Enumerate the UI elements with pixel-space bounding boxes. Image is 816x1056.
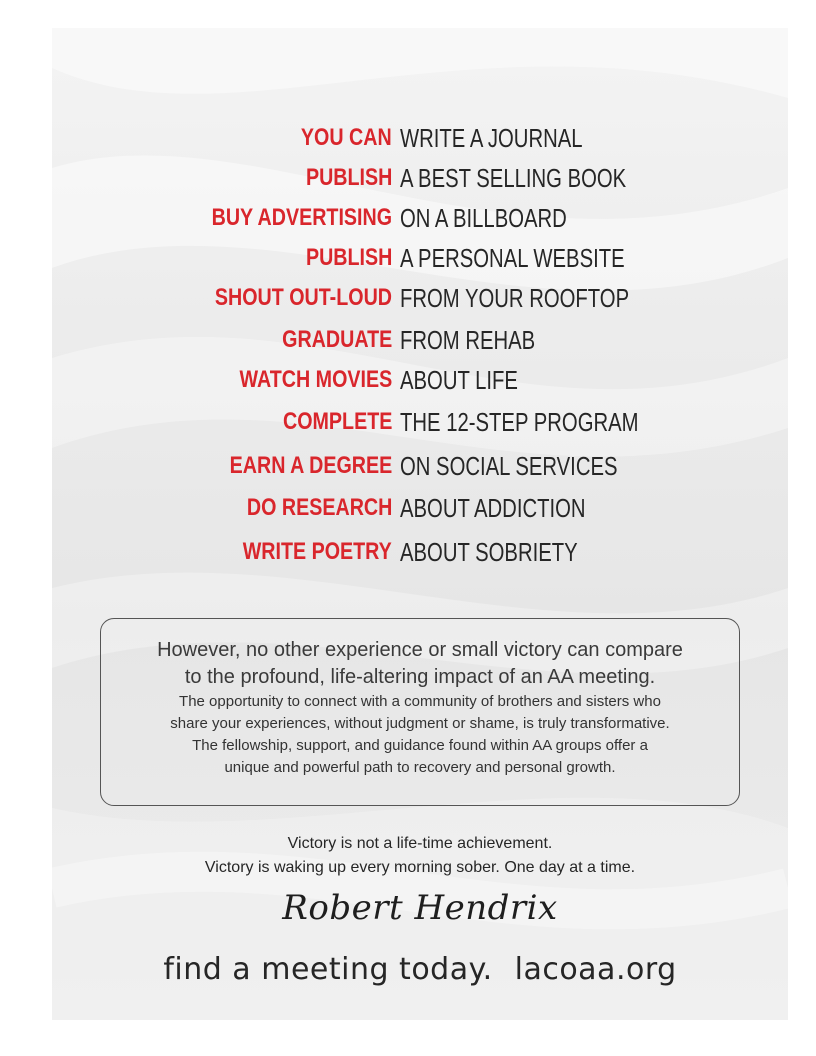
statement-object: ON A BILLBOARD [400, 203, 567, 233]
closing-quote [52, 832, 788, 880]
statement-row [52, 280, 788, 316]
statement-object: ABOUT LIFE [400, 365, 518, 395]
statement-verb: PUBLISH [305, 244, 392, 271]
callout-body-line: unique and powerful path to recovery and personal growth. [224, 759, 616, 776]
statement-row [52, 404, 788, 440]
statement-object: FROM REHAB [400, 325, 536, 355]
statement-row [52, 160, 788, 196]
statement-row [52, 534, 788, 570]
closing-line: Victory is waking up every morning sober. One day at a time. [204, 859, 636, 876]
statement-verb: SHOUT OUT-LOUD [214, 284, 392, 311]
website-link[interactable]: lacoaa.org [514, 952, 677, 987]
callout-lead-line: to the profound, life-altering impact of an AA meeting. [184, 666, 656, 688]
statement-verb: DO RESEARCH [246, 494, 392, 521]
statement-row [52, 362, 788, 398]
flyer-page [52, 28, 788, 1020]
statement-row [52, 240, 788, 276]
statement-row [52, 490, 788, 526]
callout-body-line: The opportunity to connect with a community of brothers and sisters who [179, 693, 661, 710]
statement-object: THE 12-STEP PROGRAM [400, 407, 639, 437]
statement-verb: PUBLISH [305, 164, 392, 191]
statement-object: FROM YOUR ROOFTOP [400, 283, 630, 313]
statement-row [52, 322, 788, 358]
statement-row [52, 200, 788, 236]
author-signature: Robert Hendrix [282, 888, 558, 928]
statement-verb: YOU CAN [301, 124, 392, 151]
statement-verb: GRADUATE [281, 326, 392, 353]
aa-meeting-callout [100, 618, 740, 806]
statement-object: WRITE A JOURNAL [400, 123, 583, 153]
callout-body-line: The fellowship, support, and guidance found within AA groups offer a [192, 737, 648, 754]
statement-row [52, 120, 788, 156]
statement-verb: BUY ADVERTISING [211, 204, 392, 231]
statement-row [52, 448, 788, 484]
closing-line: Victory is not a life-time achievement. [287, 835, 553, 852]
statement-object: A PERSONAL WEBSITE [400, 243, 625, 273]
statement-verb: COMPLETE [282, 408, 392, 435]
cta-text: find a meeting today. [163, 952, 493, 987]
statement-object: ABOUT SOBRIETY [400, 537, 578, 567]
statement-verb: WATCH MOVIES [239, 366, 392, 393]
statement-object: A BEST SELLING BOOK [400, 163, 627, 193]
callout-lead-line: However, no other experience or small victory can compare [157, 639, 683, 661]
statement-verb: WRITE POETRY [242, 538, 392, 565]
call-to-action [52, 952, 788, 987]
statement-object: ABOUT ADDICTION [400, 493, 586, 523]
statement-object: ON SOCIAL SERVICES [400, 451, 618, 481]
callout-body-line: share your experiences, without judgment or shame, is truly transformative. [170, 715, 670, 732]
statement-verb: EARN A DEGREE [229, 452, 392, 479]
